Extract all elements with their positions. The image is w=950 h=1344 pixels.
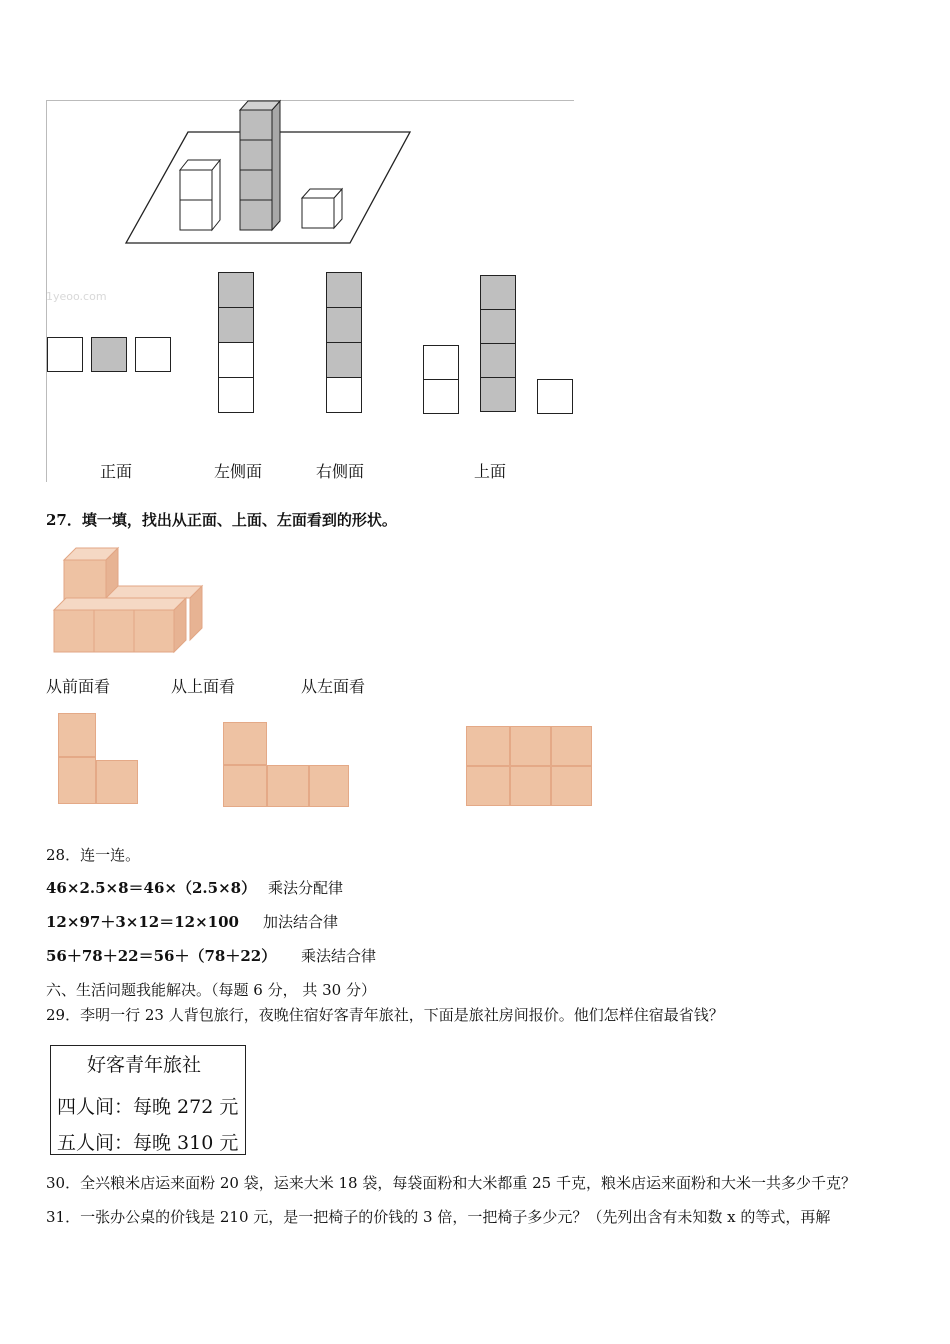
q27-shape-c-square [551, 726, 592, 766]
q30-text: 30．全兴粮米店运来面粉 20 袋，运来大米 18 袋，每袋面粉和大米都重 25 千克，粮米店运来面粉和大米一共多少千克？ [46, 1174, 856, 1192]
q31-text: 31．一张办公桌的价钱是 210 元，是一把椅子的价钱的 3 倍，一把椅子多少元？（先列出含有未知数 x 的等式，再解 [46, 1208, 831, 1226]
q27-shape-a-square [58, 757, 96, 804]
front-view-square [47, 337, 83, 372]
q28-title: 28．连一连。 [46, 846, 141, 864]
section-heading: 六、生活问题我能解决。（每题 6 分， 共 30 分） [46, 981, 376, 999]
watermark: 1yeoo.com [46, 290, 107, 303]
top-view-square [537, 379, 573, 414]
left-side-view-square [218, 272, 254, 308]
q27-shape-b-square [309, 765, 349, 807]
top-view-square [423, 379, 459, 414]
q27-shape-c-square [466, 766, 510, 806]
top-view-square [423, 345, 459, 380]
label-front: 正面 [100, 462, 133, 481]
front-view-square [91, 337, 127, 372]
label-top: 上面 [474, 462, 507, 481]
top-view-square [480, 275, 516, 310]
left-side-view-square [218, 307, 254, 343]
left-side-view-square [218, 342, 254, 378]
q28-law[interactable]: 加法结合律 [263, 913, 339, 931]
q27-shape-b-square [223, 722, 267, 765]
q26-figure [0, 0, 600, 490]
top-view-square [480, 309, 516, 344]
cube-arrangement-3d [0, 0, 600, 260]
front-view-square [135, 337, 171, 372]
right-side-view-square [326, 272, 362, 308]
label-right-side: 右侧面 [316, 462, 365, 481]
top-view-square [480, 377, 516, 412]
q28-law[interactable]: 乘法分配律 [268, 879, 344, 897]
q27-title: 27．填一填，找出从正面、上面、左面看到的形状。 [46, 511, 397, 529]
left-side-view-square [218, 377, 254, 413]
q29-text: 29．李明一行 23 人背包旅行，夜晚住宿好客青年旅社，下面是旅社房间报价。他们怎样住宿最省钱？ [46, 1006, 724, 1024]
q28-equation: 46×2.5×8＝46×（2.5×8） [46, 879, 257, 897]
right-side-view-square [326, 377, 362, 413]
q28-law[interactable]: 乘法结合律 [301, 947, 377, 965]
q27-shape-c-square [551, 766, 592, 806]
q27-shape-c-square [466, 726, 510, 766]
q27-shape-c-square [510, 726, 551, 766]
label-left-side: 左侧面 [214, 462, 263, 481]
q27-shape-a-square [96, 760, 138, 804]
sign-title: 好客青年旅社 [87, 1054, 202, 1076]
q27-label-front: 从前面看 [46, 677, 111, 696]
q27-shape-b-square [267, 765, 309, 807]
sign-line-four-person: 四人间：每晚 272 元 [57, 1096, 239, 1118]
q28-equation: 56＋78＋22＝56＋（78＋22） [46, 947, 277, 965]
q27-shape-a-square [58, 713, 96, 757]
q27-cube-illustration [46, 540, 206, 660]
sign-line-five-person: 五人间：每晚 310 元 [57, 1132, 239, 1154]
hostel-price-sign [50, 1045, 246, 1155]
q27-shape-b-square [223, 765, 267, 807]
right-side-view-square [326, 342, 362, 378]
q28-equation: 12×97＋3×12＝12×100 [46, 913, 239, 931]
top-view-square [480, 343, 516, 378]
q27-label-top: 从上面看 [171, 677, 236, 696]
right-side-view-square [326, 307, 362, 343]
q27-shape-c-square [510, 766, 551, 806]
q27-label-left: 从左面看 [301, 677, 366, 696]
